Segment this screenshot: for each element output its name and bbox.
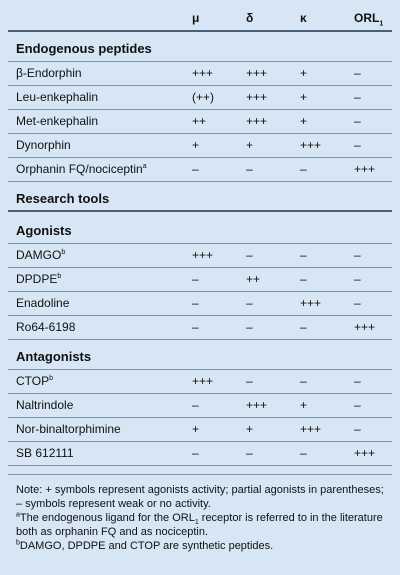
table-row (8, 292, 392, 316)
cell-mu: – (192, 272, 199, 286)
cell-delta: – (246, 162, 253, 176)
cell-orl: – (354, 114, 361, 128)
cell-mu: + (192, 422, 200, 436)
table-row (8, 244, 392, 268)
row-name: Nor-binaltorphimine (16, 422, 121, 436)
table-row (8, 316, 392, 340)
cell-kappa: – (300, 162, 307, 176)
cell-delta: – (246, 296, 253, 310)
cell-delta: + (246, 138, 254, 152)
cell-mu: ++ (192, 114, 207, 128)
table-row (8, 86, 392, 110)
cell-mu: +++ (192, 248, 214, 262)
cell-mu: (++) (192, 90, 215, 104)
table-row (8, 158, 392, 182)
cell-kappa: + (300, 114, 308, 128)
col-orl: $ORL_1$ (354, 11, 384, 28)
row-name: Dynorphin (16, 138, 71, 152)
cell-delta: + (246, 422, 254, 436)
section-research-tools: Research tools (8, 186, 392, 212)
cell-orl: – (354, 248, 361, 262)
cell-orl: +++ (354, 446, 376, 460)
cell-delta: +++ (246, 66, 268, 80)
cell-mu: – (192, 296, 199, 310)
col-kappa: κ (300, 11, 307, 25)
cell-kappa: – (300, 446, 307, 460)
table-row (8, 268, 392, 292)
cell-delta: – (246, 374, 253, 388)
cell-mu: – (192, 446, 199, 460)
cell-delta: +++ (246, 114, 268, 128)
cell-orl: +++ (354, 162, 376, 176)
cell-orl: – (354, 138, 361, 152)
cell-mu: +++ (192, 66, 214, 80)
row-name: DPDPE$^b$ (16, 272, 62, 286)
section-agonists: Agonists (8, 218, 392, 244)
cell-mu: – (192, 162, 199, 176)
row-name: Leu-enkephalin (16, 90, 99, 104)
table-row (8, 394, 392, 418)
table-row (8, 110, 392, 134)
table-row (8, 62, 392, 86)
table-row (8, 418, 392, 442)
cell-kappa: +++ (300, 138, 322, 152)
footnotes (16, 483, 388, 553)
cell-kappa: +++ (300, 296, 322, 310)
cell-orl: +++ (354, 320, 376, 334)
row-name: Ro64-6198 (16, 320, 76, 334)
row-name: Orphanin FQ/nociceptin$^a$ (16, 162, 147, 176)
notes-divider (8, 474, 392, 475)
cell-delta: – (246, 446, 253, 460)
cell-kappa: + (300, 66, 308, 80)
cell-kappa: – (300, 272, 307, 286)
cell-kappa: – (300, 248, 307, 262)
cell-orl: – (354, 296, 361, 310)
cell-kappa: +++ (300, 422, 322, 436)
cell-mu: – (192, 398, 199, 412)
cell-orl: – (354, 90, 361, 104)
cell-mu: – (192, 320, 199, 334)
table-row (8, 134, 392, 158)
row-name: Enadoline (16, 296, 70, 310)
cell-orl: – (354, 272, 361, 286)
section-antagonists: Antagonists (8, 344, 392, 370)
section-endogenous: Endogenous peptides (8, 36, 392, 62)
cell-kappa: + (300, 398, 308, 412)
row-name: SB 612111 (16, 446, 74, 460)
cell-kappa: – (300, 374, 307, 388)
cell-delta: ++ (246, 272, 261, 286)
cell-delta: +++ (246, 90, 268, 104)
cell-orl: – (354, 422, 361, 436)
cell-mu: +++ (192, 374, 214, 388)
table-row (8, 370, 392, 394)
cell-orl: – (354, 66, 361, 80)
row-name: β-Endorphin (16, 66, 82, 80)
footnote-b: $^b$DAMGO, DPDPE and CTOP are synthetic peptides. (16, 539, 274, 552)
cell-kappa: + (300, 90, 308, 104)
row-name: Naltrindole (16, 398, 74, 412)
row-name: CTOP$^b$ (16, 374, 54, 388)
cell-kappa: – (300, 320, 307, 334)
cell-orl: – (354, 398, 361, 412)
row-name: Met-enkephalin (16, 114, 99, 128)
cell-delta: +++ (246, 398, 268, 412)
cell-delta: – (246, 320, 253, 334)
col-delta: δ (246, 11, 254, 25)
cell-delta: – (246, 248, 253, 262)
table-header (8, 6, 392, 32)
table-row (8, 442, 392, 466)
note-text: Note: + symbols represent agonists activity; partial agonists in parentheses; – symbols represent weak or no activity. (16, 484, 384, 510)
row-name: DAMGO$^b$ (16, 248, 66, 262)
cell-orl: – (354, 374, 361, 388)
cell-mu: + (192, 138, 200, 152)
footnote-a: $^a$The endogenous ligand for the $ORL_1$ receptor is referred to in the literature both as orphanin FQ and as nociceptin. (16, 511, 383, 538)
col-mu: μ (192, 11, 200, 25)
